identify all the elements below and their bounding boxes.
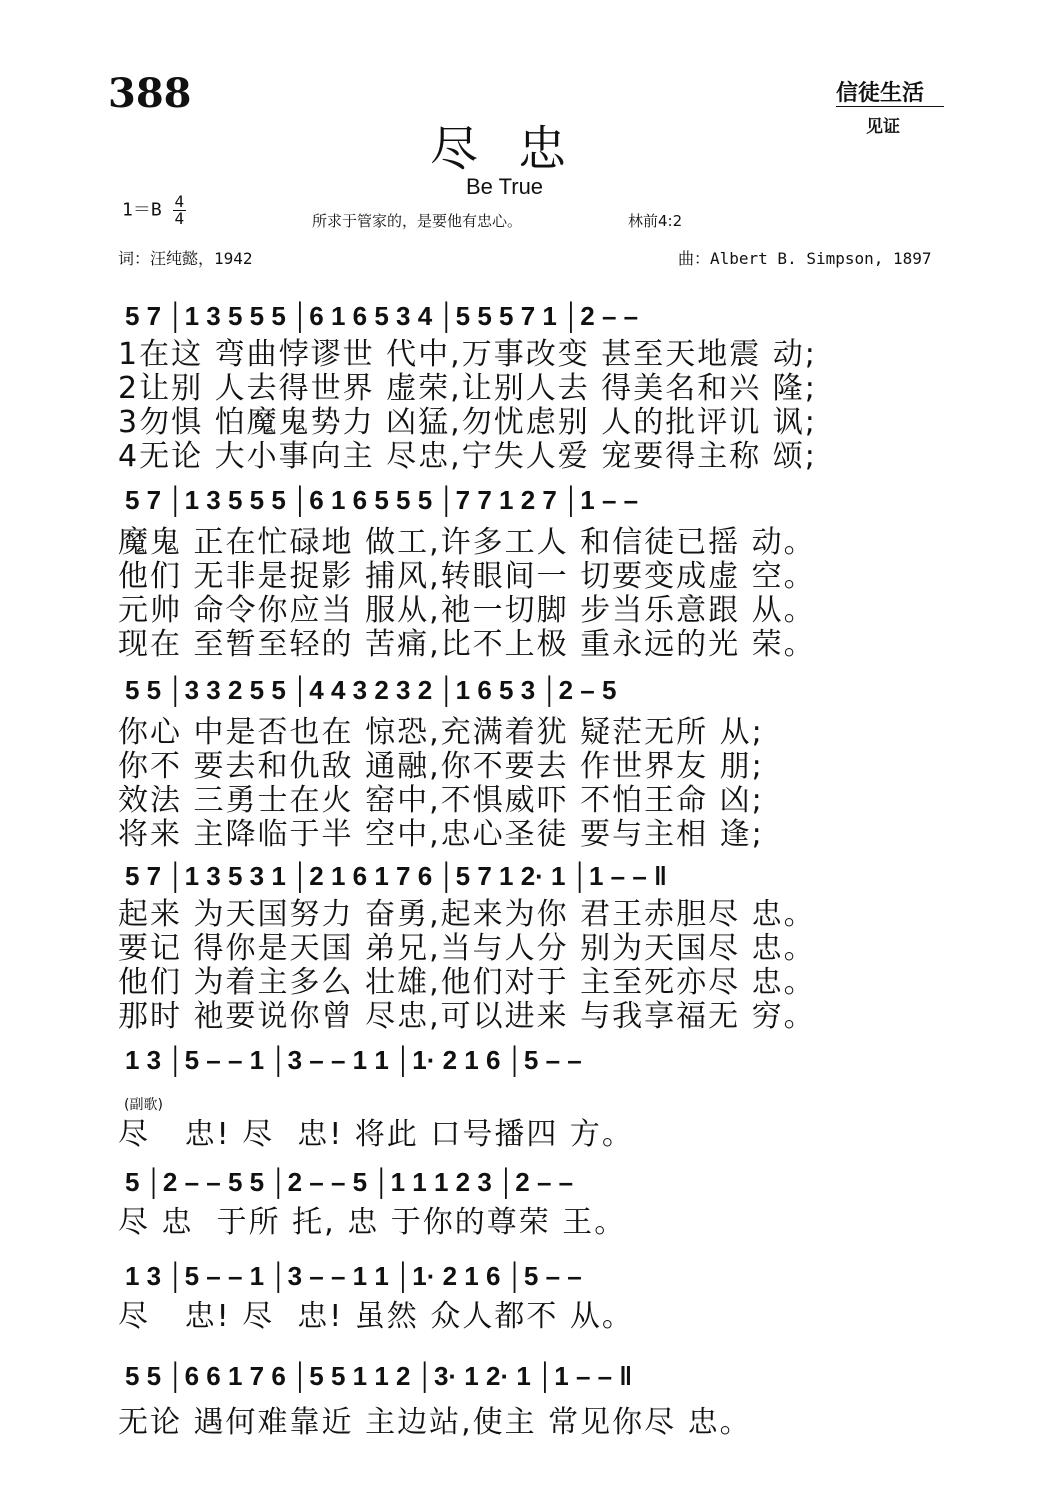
music-system-6 [125, 1162, 1049, 1206]
lyric-line: 要记 得你是天国 弟兄,当与人分 别为天国尽 忠。 [118, 931, 816, 966]
music-system-3 [125, 670, 1049, 714]
key-prefix: 1＝B [122, 199, 162, 221]
category-label: 信徒生活 [836, 81, 925, 106]
notes-line: 1 3 │5 – – 1 │3 – – 1 1 │1· 2 1 6 │5 – – [125, 1045, 582, 1075]
lyric-line: 起来 为天国努力 奋勇,起来为你 君王赤胆尽 忠。 [118, 897, 816, 932]
lyric-line: 那时 祂要说你曾 尽忠,可以进来 与我享福无 穷。 [118, 999, 816, 1034]
key-signature [122, 194, 186, 227]
music-system-7 [125, 1256, 1049, 1300]
music-system-5 [125, 1040, 1049, 1084]
lyric-line: 他们 为着主多么 壮雄,他们对于 主至死亦尽 忠。 [118, 965, 816, 1000]
notes-line: 5 5 │3 3 2 5 5 │4 4 3 2 3 2 │1 6 5 3 │2 – 5 [125, 675, 617, 705]
notes-line: 5 5 │6 6 1 7 6 │5 5 1 1 2 │3· 1 2· 1 │1 – – ‖ [125, 1361, 633, 1391]
notes-line: 1 3 │5 – – 1 │3 – – 1 1 │1· 2 1 6 │5 – – [125, 1261, 582, 1291]
lyric-line: 效法 三勇士在火 窑中,不惧威吓 不怕王命 凶; [118, 783, 764, 818]
lyric-line: 尽 忠! 尽 忠! 将此 口号播四 方。 [118, 1117, 634, 1152]
lyric-line: 魔鬼 正在忙碌地 做工,许多工人 和信徒已摇 动。 [118, 525, 816, 560]
music-system-2 [125, 480, 1049, 524]
composer-credit: 曲：Albert B. Simpson, 1897 [678, 249, 932, 268]
chorus-label: (副歌) [124, 1097, 163, 1113]
notes-line: 5 7 │1 3 5 5 5 │6 1 6 5 5 5 │7 7 1 2 7 │1 – – [125, 485, 639, 515]
lyric-line: 尽 忠 于所 托, 忠 于你的尊荣 王。 [118, 1205, 627, 1240]
lyric-line: 3勿惧 怕魔鬼势力 凶猛,勿忧虑别 人的批评讥 讽; [118, 405, 817, 440]
lyricist-credit: 词：汪纯懿，1942 [118, 249, 253, 268]
notes-line: 5 │2 – – 5 5 │2 – – 5 │1 1 1 2 3 │2 – – [125, 1167, 574, 1197]
lyric-line: 1在这 弯曲悖谬世 代中,万事改变 甚至天地震 动; [118, 337, 817, 372]
music-system-4 [125, 856, 1049, 900]
lyric-line: 将来 主降临于半 空中,忠心圣徒 要与主相 逢; [118, 817, 764, 852]
lyric-line: 无论 遇何难靠近 主边站,使主 常见你尽 忠。 [118, 1405, 752, 1440]
music-system-8 [125, 1356, 1049, 1400]
notes-line: 5 7 │1 3 5 3 1 │2 1 6 1 7 6 │5 7 1 2· 1 │1 – – ‖ [125, 861, 667, 891]
page-title: 尽忠 [430, 121, 607, 177]
scripture-verse: 所求于管家的，是要他有忠心。 [312, 212, 523, 230]
lyric-line: 4无论 大小事向主 尽忠,宁失人爱 宠要得主称 颂; [118, 439, 817, 474]
english-title: Be True [466, 174, 544, 199]
subcategory-label: 见证 [866, 117, 900, 137]
lyric-line: 2让别 人去得世界 虚荣,让别人去 得美名和兴 隆; [118, 371, 817, 406]
lyric-line: 元帅 命令你应当 服从,祂一切脚 步当乐意跟 从。 [118, 593, 816, 628]
category-divider [836, 106, 944, 107]
hymn-number: 388 [108, 70, 192, 117]
lyric-line: 现在 至暂至轻的 苦痛,比不上极 重永远的光 荣。 [118, 627, 816, 662]
time-signature [173, 194, 187, 227]
lyric-line: 他们 无非是捉影 捕风,转眼间一 切要变成虚 空。 [118, 559, 816, 594]
time-bottom: 4 [174, 209, 185, 228]
lyric-line: 你不 要去和仇敌 通融,你不要去 作世界友 朋; [118, 749, 764, 784]
notes-line: 5 7 │1 3 5 5 5 │6 1 6 5 3 4 │5 5 5 7 1 │2 – – [125, 301, 639, 331]
lyric-line: 尽 忠! 尽 忠! 虽然 众人都不 从。 [118, 1299, 634, 1334]
music-system-1 [125, 296, 1049, 340]
scripture-reference: 林前4:2 [628, 212, 683, 230]
lyric-line: 你心 中是否也在 惊恐,充满着犹 疑茫无所 从; [118, 715, 764, 750]
time-top: 4 [174, 192, 185, 211]
